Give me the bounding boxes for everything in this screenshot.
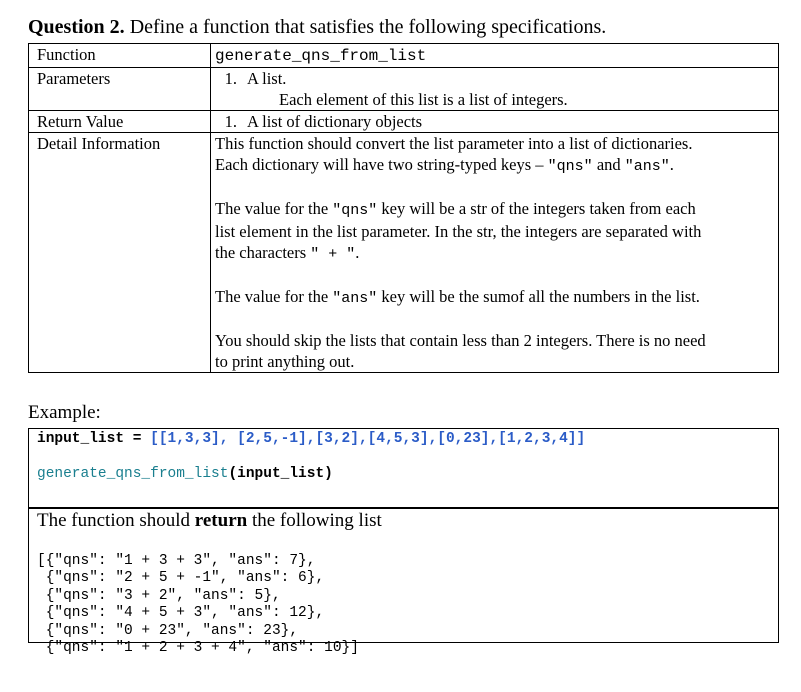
qns-key-token: "qns" — [547, 158, 593, 175]
output-line: {"qns": "1 + 2 + 3 + 4", "ans": 10}] — [37, 640, 359, 656]
detail-p1-line1: This function should convert the list parameter into a list of dictionaries. — [215, 134, 693, 153]
detail-p2-line3: the characters — [215, 243, 311, 262]
detail-label: Detail Information — [29, 133, 211, 373]
call-function-name: generate_qns_from_list — [37, 466, 229, 482]
detail-paragraph-1 — [215, 133, 774, 177]
spec-row-parameters — [29, 68, 779, 111]
param-number: 1. — [224, 69, 237, 88]
return-cell — [211, 111, 779, 133]
output-line: {"qns": "0 + 23", "ans": 23}, — [37, 622, 299, 639]
output-desc-b: the following list — [247, 510, 382, 531]
detail-p4-line1: You should skip the lists that contain less than 2 integers. There is no need — [215, 331, 706, 350]
input-list-line — [37, 431, 585, 447]
detail-paragraph-4 — [215, 330, 774, 372]
detail-p2-a: The value for the — [215, 199, 333, 218]
return-value: A list of dictionary objects — [247, 112, 423, 131]
detail-p2-b: key will be a str of the integers taken from each — [377, 199, 696, 218]
spec-row-detail — [29, 133, 779, 373]
example-input-code-box — [28, 428, 779, 508]
output-line: {"qns": "4 + 5 + 3", "ans": 12}, — [37, 605, 325, 621]
param-line1: A list. — [247, 69, 287, 88]
detail-p2-line2: list element in the list parameter. In the str, the integers are separated with — [215, 222, 702, 241]
input-list-variable: input_list — [37, 431, 125, 447]
separator-token: " + " — [310, 246, 356, 263]
question-heading — [28, 16, 606, 39]
function-label: Function — [29, 44, 211, 68]
spec-row-return — [29, 111, 779, 133]
detail-p1-and: and — [592, 155, 625, 174]
detail-p2-end: . — [355, 243, 360, 262]
example-output-box — [28, 508, 779, 656]
parameters-label: Parameters — [29, 68, 211, 111]
qns-key-token: "qns" — [332, 202, 378, 219]
detail-p3-a: The value for the — [215, 287, 333, 306]
function-value-cell — [211, 44, 779, 68]
detail-p4-line2: to print anything out. — [215, 352, 355, 371]
detail-p1-end: . — [669, 155, 674, 174]
function-call-line — [37, 466, 333, 482]
detail-paragraph-3 — [215, 286, 774, 309]
call-arguments: (input_list) — [228, 466, 333, 482]
ans-key-token: "ans" — [332, 290, 378, 307]
return-number: 1. — [224, 112, 237, 131]
return-label: Return Value — [29, 111, 211, 133]
output-desc-bold: return — [194, 510, 248, 531]
spec-table — [28, 43, 779, 373]
spec-row-function — [29, 44, 779, 68]
detail-p1-line2: Each dictionary will have two string-typed keys – — [215, 155, 548, 174]
output-line: [{"qns": "1 + 3 + 3", "ans": 7}, — [37, 552, 316, 569]
question-text: Define a function that satisfies the following specifications. — [124, 16, 607, 38]
output-line: {"qns": "2 + 5 + -1", "ans": 6}, — [37, 570, 325, 586]
output-code — [37, 535, 359, 658]
output-description — [37, 510, 382, 532]
detail-cell — [211, 133, 779, 373]
parameters-cell — [211, 68, 779, 111]
assign-operator: = — [124, 431, 151, 447]
detail-paragraph-2 — [215, 198, 774, 265]
example-label: Example: — [28, 402, 101, 423]
function-name: generate_qns_from_list — [215, 47, 427, 65]
input-list-value: [[1,3,3], [2,5,-1],[3,2],[4,5,3],[0,23],[1,2,3,4]] — [150, 431, 586, 447]
output-line: {"qns": "3 + 2", "ans": 5}, — [37, 587, 281, 604]
question-number: Question 2. — [28, 16, 125, 38]
output-desc-a: The function should — [37, 510, 195, 531]
param-line2: Each element of this list is a list of integers. — [279, 90, 568, 109]
ans-key-token: "ans" — [624, 158, 670, 175]
detail-p3-b: key will be the sumof all the numbers in the list. — [377, 287, 700, 306]
